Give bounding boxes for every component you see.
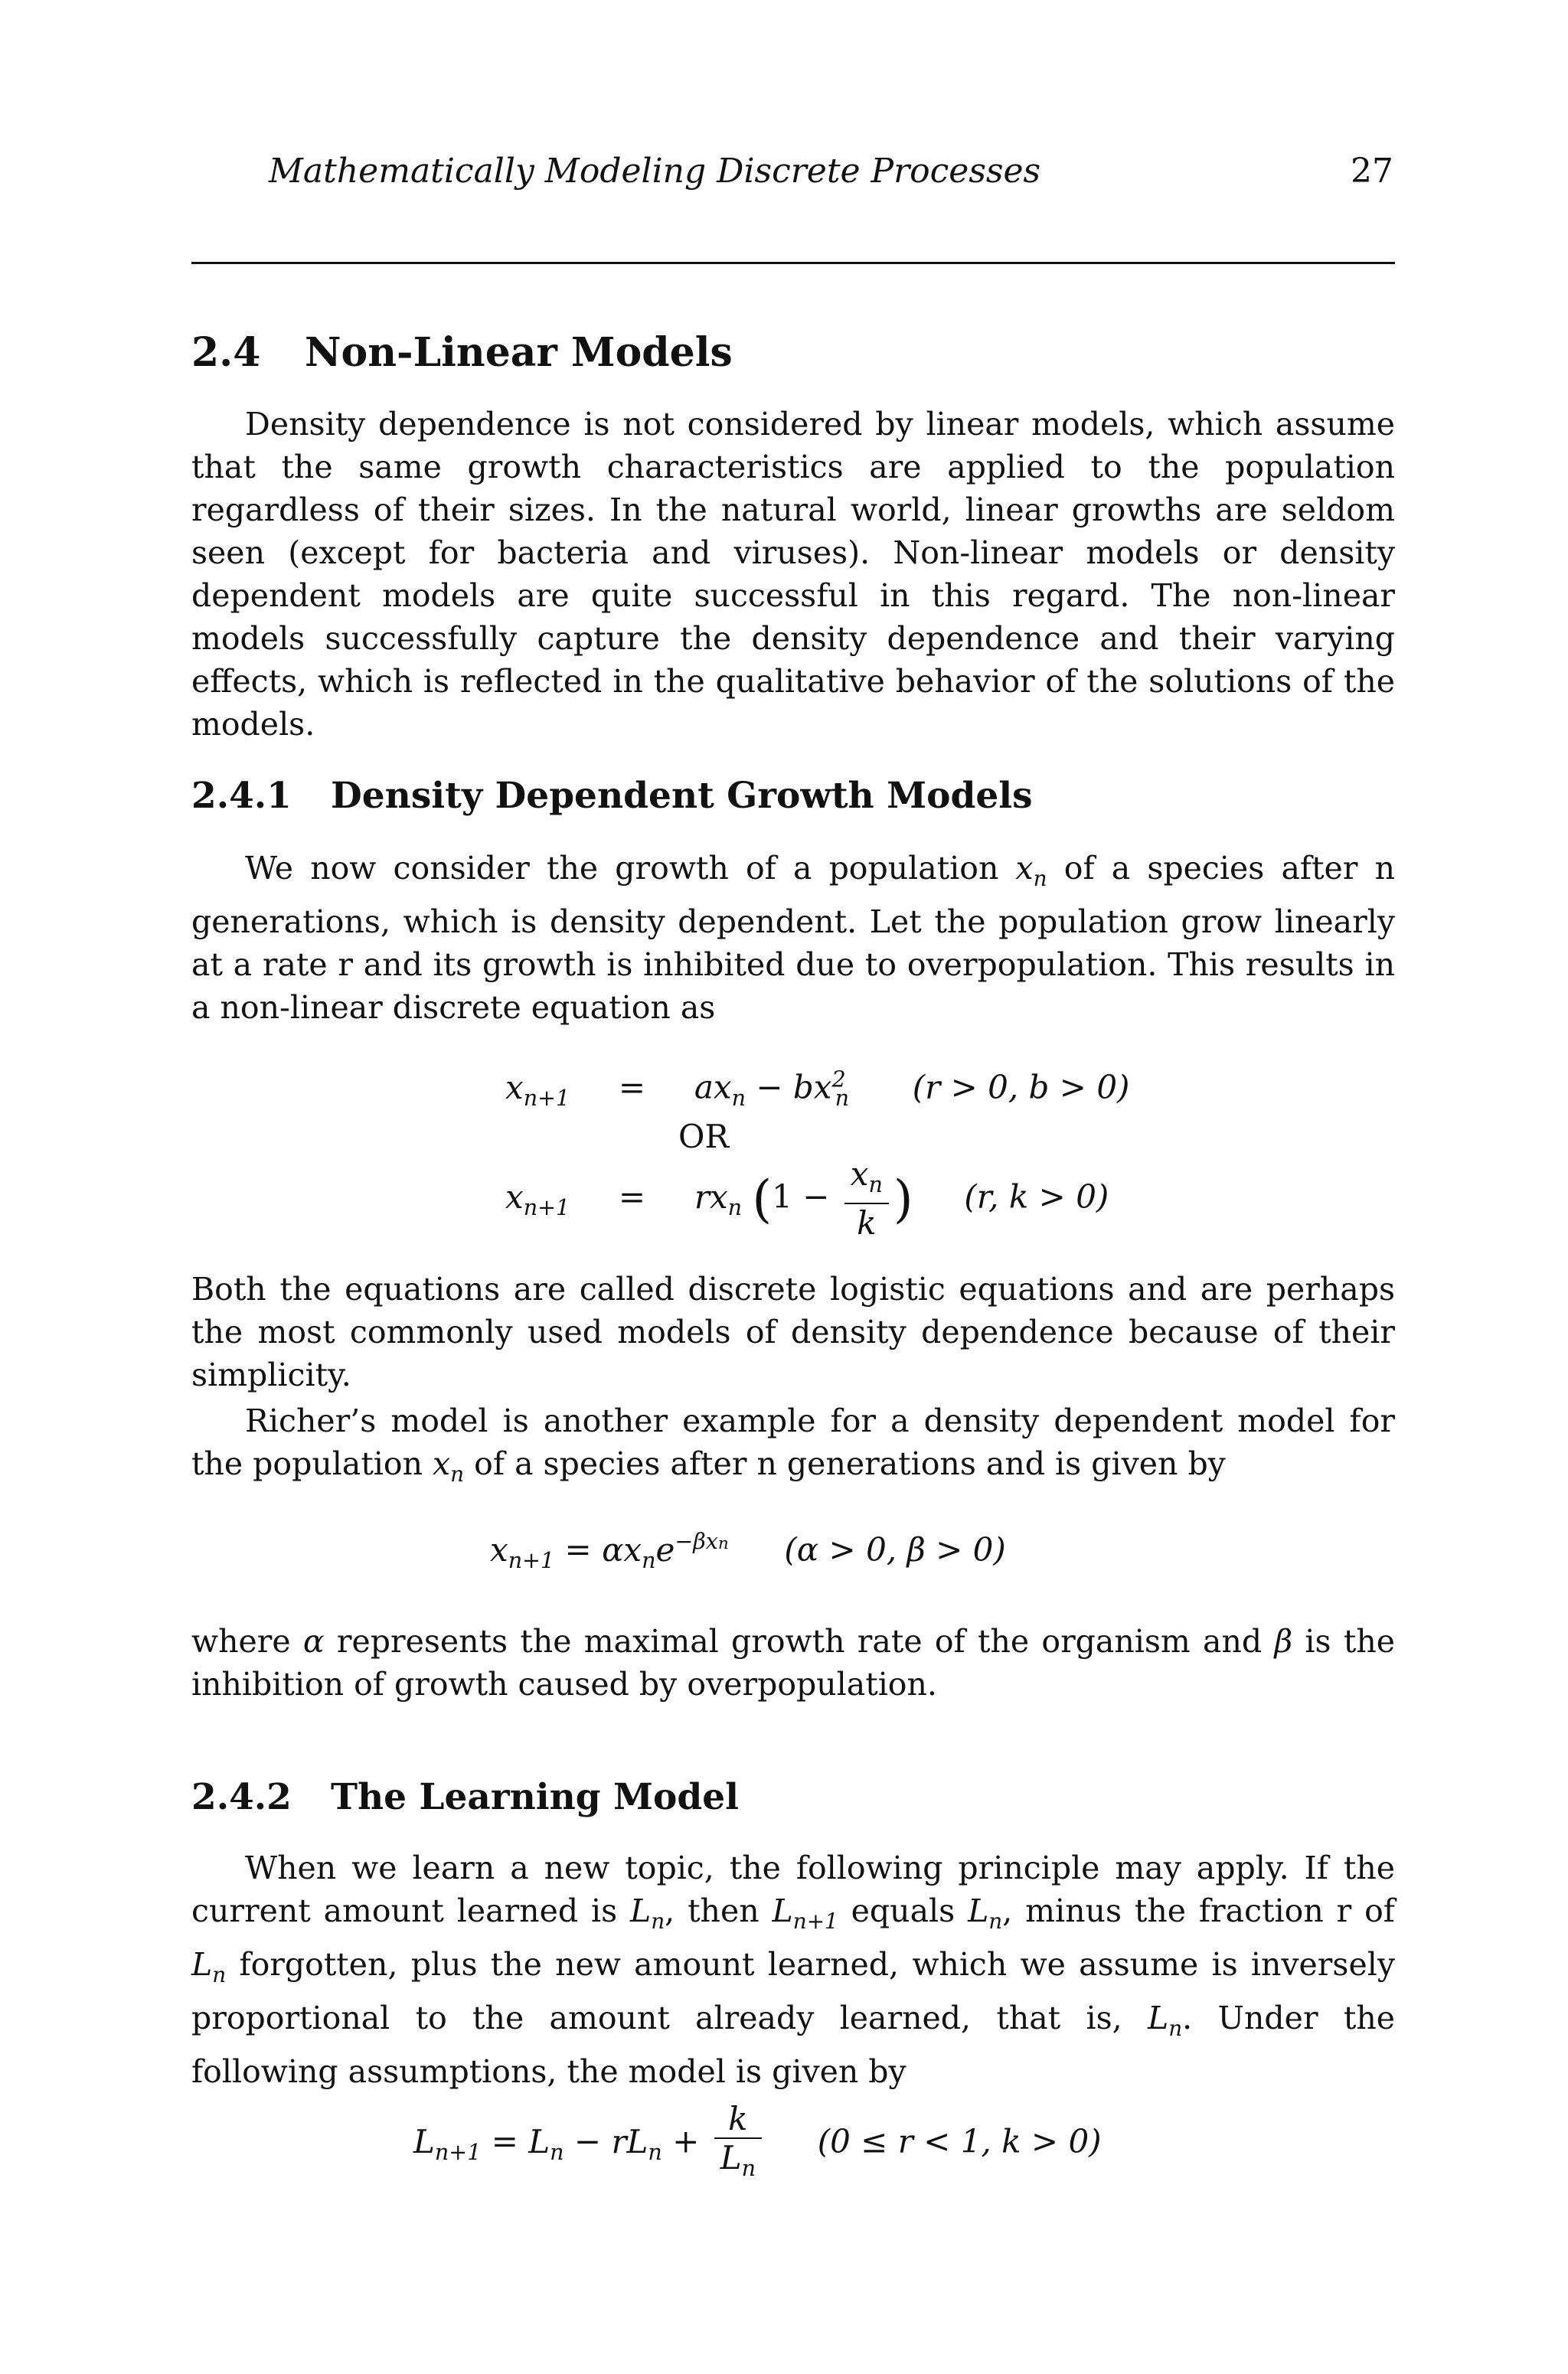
equation-logistic-1: $x_{n+1} = ax_n - bx^2_n$ (r > 0, b > 0) <box>505 1066 1130 1111</box>
equation-learning: $L_{n+1} = L_n - rL_n$ + $\frac{k}{L_n}$ (0 ≤ r < 1, k > 0) <box>413 2100 1102 2182</box>
running-header <box>0 152 1568 198</box>
equation-or: OR <box>678 1118 730 1155</box>
learning-model-paragraph: When we learn a new topic, the following principle may apply. If the current amount learned is $L_n$, then $L_{n+1}$ equals $L_n$, minus the fraction r of $L_n$ forgotten, plus the new amount learned, which we assume is inversely proportional to the amount already learned, that is, $L_n$. Under the following assumptions, the model is given by <box>191 1850 1395 2090</box>
richer-where-paragraph: where α represents the maximal growth rate of the organism and β is the inhibition of growth caused by overpopulation. <box>191 1623 1395 1703</box>
math-xn: $x_n$ <box>433 1445 465 1487</box>
richer-model-paragraph: Richer’s model is another example for a density dependent model for the population $x_n$ of a species after n generations and is given by <box>191 1403 1395 1487</box>
equation-logistic-2: $x_{n+1} = rx_n$ (1 − $\frac{x_n}{k}$ ) (r, k > 0) <box>505 1155 1109 1243</box>
section-paragraph: Density dependence is not considered by linear models, which assume that the same growth characteristics are applied to the population regardless of their sizes. In the natural world, linear growths are seldom seen (except for bacteria and viruses). Non-linear models or density dependent models are quite successful in this regard. The non-linear models successfully capture the density dependence and their varying effects, which is reflected in the qualitative behavior of the solutions of the models. <box>191 406 1395 743</box>
subsection-heading-density <box>191 775 1033 817</box>
section-heading <box>191 329 733 376</box>
math-xn: $x_n$ <box>1015 850 1047 891</box>
density-intro-paragraph: We now consider the growth of a population $x_n$ of a species after n generations, which is density dependent. Let the population grow linearly at a rate r and its growth is inhibited due to overpopulation. This results in a non-linear discrete equation as <box>191 850 1395 1026</box>
page-number: 27 <box>1351 152 1393 191</box>
subsection-number: 2.4.2 <box>191 1776 292 1818</box>
subsection-title: The Learning Model <box>331 1776 739 1818</box>
equation-richer: $x_{n+1} = \alpha x_ne^{-\beta xn}$ (α > 0, β > 0) <box>490 1528 1006 1573</box>
running-title: Mathematically Modeling Discrete Processes <box>268 152 1041 191</box>
subsection-heading-learning <box>191 1776 739 1818</box>
section-title: Non-Linear Models <box>305 329 733 376</box>
section-number: 2.4 <box>191 329 261 376</box>
header-rule <box>191 262 1395 264</box>
logistic-description-paragraph: Both the equations are called discrete logistic equations and are perhaps the most commonly used models of density dependence because of their simplicity. <box>191 1271 1395 1393</box>
subsection-number: 2.4.1 <box>191 775 292 817</box>
subsection-title: Density Dependent Growth Models <box>331 775 1033 817</box>
